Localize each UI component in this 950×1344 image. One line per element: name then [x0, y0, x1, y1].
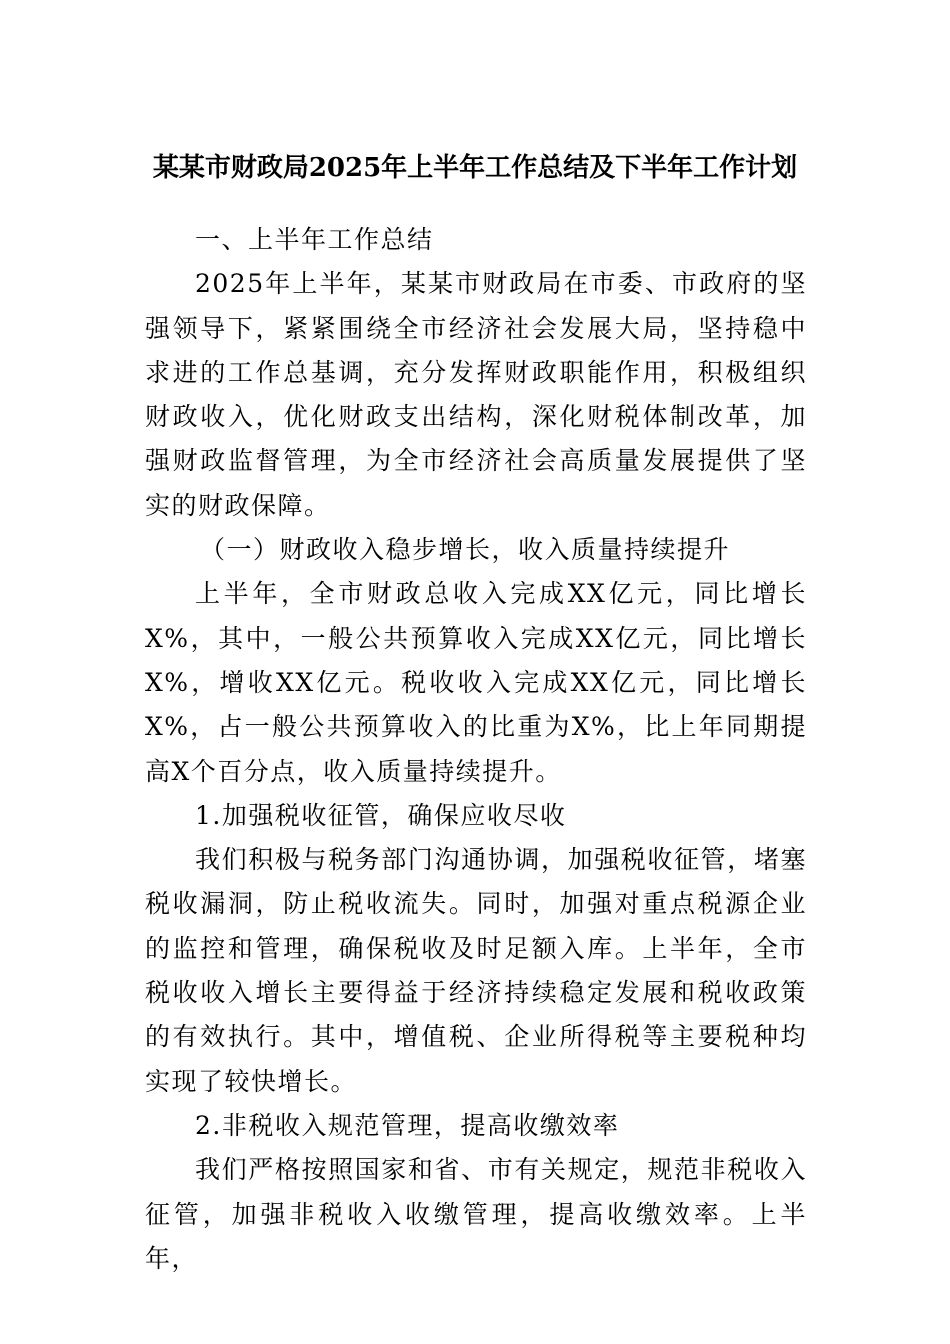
section-heading-1: 一、上半年工作总结 [195, 225, 434, 254]
item-heading-1: 1.加强税收征管，确保应收尽收 [195, 800, 567, 830]
paragraph-1: 2025年上半年，某某市财政局在市委、市政府的坚强领导下，紧紧围绕全市经济社会发展大局，坚持稳中求进的工作总基调，充分发挥财政职能作用，积极组织财政收入，优化财政支出结构，深化财税体制改革，加强财政监督管理，为全市经济社会高质量发展提供了坚实的财政保障。 [145, 269, 807, 520]
paragraph-4: 我们严格按照国家和省、市有关规定，规范非税收入征管，加强非税收入收缴管理，提高收缴效率。上半年， [145, 1155, 807, 1273]
document-title: 某某市财政局2025年上半年工作总结及下半年工作计划 [152, 153, 798, 183]
paragraph-2: 上半年，全市财政总收入完成XX亿元，同比增长X%，其中，一般公共预算收入完成XX亿元，同比增长X%，增收XX亿元。税收收入完成XX亿元，同比增长X%，占一般公共预算收入的比重为X%，比上年同期提高X个百分点，收入质量持续提升。 [145, 579, 807, 786]
subsection-heading-1: （一）财政收入稳步增长，收入质量持续提升 [200, 535, 731, 565]
paragraph-3: 我们积极与税务部门沟通协调，加强税收征管，堵塞税收漏洞，防止税收流失。同时，加强对重点税源企业的监控和管理，确保税收及时足额入库。上半年，全市税收收入增长主要得益于经济持续稳定发展和税收政策的有效执行。其中，增值税、企业所得税等主要税种均实现了较快增长。 [145, 845, 807, 1096]
item-heading-2: 2.非税收入规范管理，提高收缴效率 [195, 1110, 620, 1140]
document-body [145, 218, 807, 1281]
